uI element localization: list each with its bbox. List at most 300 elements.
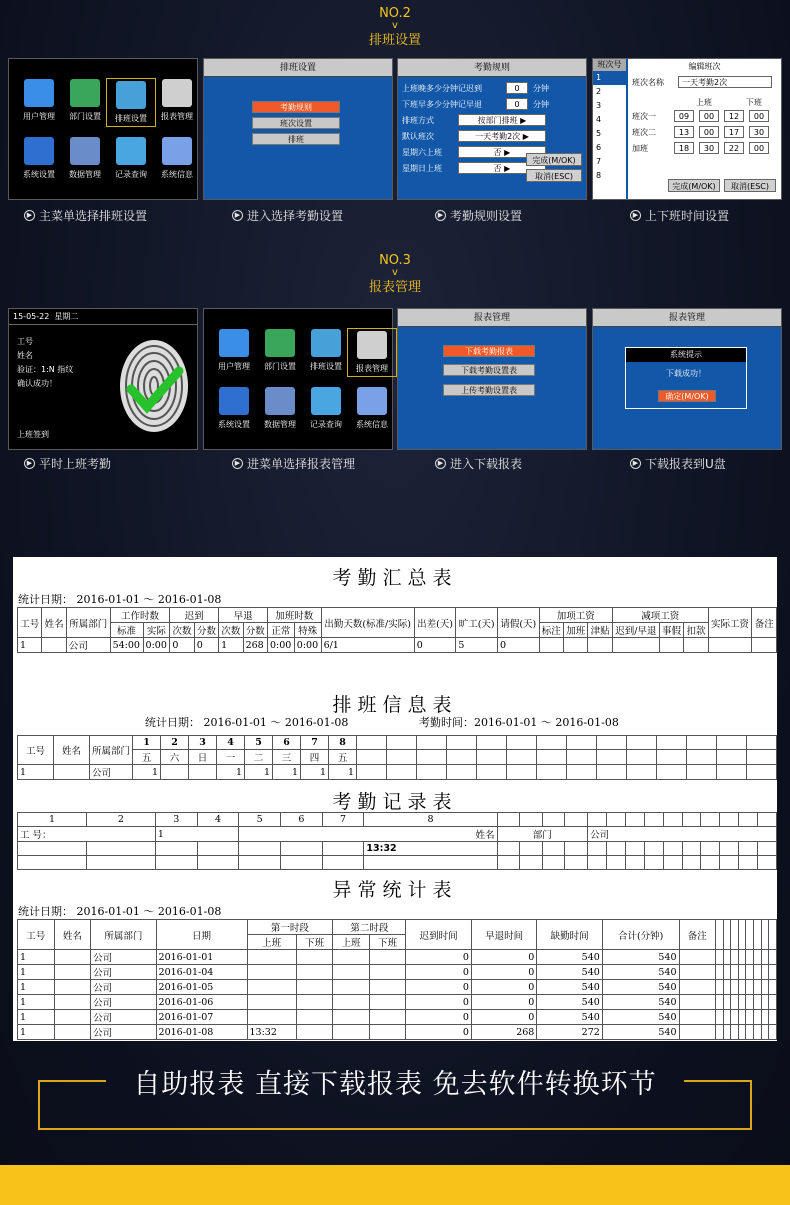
table-cell: 0: [406, 1025, 471, 1040]
table-cell: 次数: [219, 623, 243, 638]
table-cell: 54:00: [110, 638, 143, 653]
table-cell: 公司: [90, 765, 133, 780]
table-cell: [18, 856, 87, 870]
table-cell: [542, 856, 565, 870]
table-row: [18, 638, 777, 653]
table-cell: [565, 842, 588, 856]
table-cell: 事假: [659, 623, 683, 638]
table-cell: 540: [537, 995, 602, 1010]
table-cell: [86, 856, 155, 870]
exception-date-range: 统计日期： 2016-01-01 ～ 2016-01-08: [18, 905, 222, 918]
table-cell: [564, 638, 588, 653]
play-icon: ▶: [435, 210, 446, 221]
table-cell: 加项工资: [539, 608, 612, 623]
rule-unit: 分钟: [533, 100, 549, 109]
time-field[interactable]: 00: [699, 126, 719, 138]
table-cell: [416, 765, 446, 780]
rule-label: 下班早多少分钟记早退: [402, 100, 482, 109]
caption-text: 平时上班考勤: [39, 457, 112, 471]
table-cell: [746, 765, 776, 780]
table-cell: [387, 750, 417, 765]
table-cell: [644, 856, 663, 870]
shift-name-input[interactable]: 一天考勤2次: [678, 76, 772, 88]
table-cell: 下班: [296, 935, 333, 950]
table-cell: [738, 920, 746, 950]
table-cell: [723, 1025, 731, 1040]
menu-item-2[interactable]: [302, 329, 350, 372]
table-cell: [566, 750, 596, 765]
table-cell: [679, 980, 716, 995]
rule-label: 默认班次: [402, 132, 434, 141]
table-cell: [731, 980, 739, 995]
time-field[interactable]: 17: [724, 126, 744, 138]
table-cell: 0: [471, 1010, 536, 1025]
table-cell: 8: [364, 813, 497, 827]
caption-0: [24, 455, 111, 472]
shift-number[interactable]: 2: [596, 87, 602, 96]
table-cell: [155, 842, 197, 856]
table-cell: 3: [189, 736, 217, 750]
dialog-ok-button[interactable]: 确定(M/OK): [658, 390, 716, 402]
table-cell: [18, 842, 87, 856]
table-cell: 5: [456, 638, 498, 653]
user-icon: [219, 329, 249, 357]
table-cell: [54, 980, 91, 995]
menu-item-6[interactable]: [107, 137, 155, 180]
table-cell: 0: [471, 950, 536, 965]
table-cell: 日: [189, 750, 217, 765]
table-cell: 268: [243, 638, 267, 653]
table-cell: [322, 842, 364, 856]
table-cell: 出差(天): [414, 608, 456, 638]
menu-item-5[interactable]: [256, 387, 304, 430]
table-cell: 所属部门: [66, 608, 110, 638]
panel-title: 报表管理: [398, 309, 586, 327]
table-cell: 2016-01-06: [156, 995, 247, 1010]
table-cell: 下班: [369, 935, 406, 950]
table-row: [18, 1025, 777, 1040]
schedule-table: [17, 735, 777, 780]
menu-item-6[interactable]: [302, 387, 350, 430]
time-field[interactable]: 13: [674, 126, 694, 138]
table-cell: 日期: [156, 920, 247, 950]
table-cell: [720, 813, 739, 827]
menu-item-label: 报表管理: [161, 112, 193, 121]
shift-number[interactable]: 3: [596, 101, 602, 110]
table-cell: 备注: [679, 920, 716, 950]
table-cell: 0: [406, 950, 471, 965]
table-cell: [738, 980, 746, 995]
table-cell: 272: [537, 1025, 602, 1040]
table-cell: 实际: [143, 623, 170, 638]
rule-value[interactable]: 按部门排班 ▶: [458, 114, 546, 126]
table-cell: 第二时段: [333, 920, 406, 935]
section3-number: NO.3: [379, 253, 411, 268]
table-cell: 1: [155, 827, 238, 842]
table-cell: [723, 1010, 731, 1025]
rule-label: 星期六上班: [402, 148, 442, 157]
table-cell: [758, 856, 777, 870]
table-cell: 扣款: [684, 623, 708, 638]
summary-report-title: 考勤汇总表: [332, 567, 458, 589]
main-menu-panel-1: [8, 58, 198, 200]
time-field[interactable]: 30: [699, 142, 719, 154]
table-cell: [506, 736, 536, 750]
caption-2: [435, 207, 522, 224]
table-cell: [761, 980, 769, 995]
table-cell: [739, 856, 758, 870]
table-cell: [197, 856, 239, 870]
table-cell: [565, 856, 588, 870]
table-cell: [566, 736, 596, 750]
time-field[interactable]: 00: [749, 110, 769, 122]
table-cell: [769, 950, 777, 965]
table-cell: 3: [155, 813, 197, 827]
info-icon: [162, 137, 192, 165]
banner-title: 自助报表 直接下载报表 免去软件转换环节: [133, 1069, 657, 1100]
table-cell: [520, 813, 543, 827]
table-cell: [626, 750, 656, 765]
rule-value[interactable]: 0: [506, 82, 528, 94]
table-cell: [716, 980, 724, 995]
table-cell: [369, 1010, 406, 1025]
table-cell: [42, 638, 66, 653]
settings-icon: [219, 387, 249, 415]
table-cell: 2: [86, 813, 155, 827]
table-cell: [607, 856, 626, 870]
schedule-icon: [116, 81, 146, 109]
table-cell: [746, 1025, 754, 1040]
table-cell: 工号: [18, 920, 55, 950]
table-header-row: [18, 736, 777, 750]
table-cell: [746, 736, 776, 750]
table-cell: [296, 1025, 333, 1040]
play-icon: ▶: [24, 210, 35, 221]
table-cell: [723, 950, 731, 965]
upload-attendance-settings[interactable]: 上传考勤设置表: [443, 384, 535, 396]
table-cell: 268: [471, 1025, 536, 1040]
shift-row-label: 加班: [632, 144, 648, 153]
rule-value[interactable]: 0: [506, 98, 528, 110]
rule-value[interactable]: 否 ▶: [458, 146, 546, 158]
table-cell: [416, 750, 446, 765]
shift-number[interactable]: 4: [596, 115, 602, 124]
table-cell: 1: [18, 950, 55, 965]
table-cell: 4: [217, 736, 245, 750]
rule-label: 排班方式: [402, 116, 434, 125]
menu-item-1[interactable]: [61, 79, 109, 122]
panel-title: 考勤规则: [398, 59, 586, 77]
table-cell: [731, 995, 739, 1010]
shift-editor: [628, 59, 781, 199]
menu-item-3[interactable]: [348, 329, 396, 376]
table-cell: 4: [197, 813, 239, 827]
confirm-button[interactable]: 完成(M/OK): [526, 153, 582, 166]
table-cell: [387, 765, 417, 780]
table-cell: [446, 750, 476, 765]
table-row: [18, 980, 777, 995]
table-cell: [357, 750, 387, 765]
table-cell: 五: [329, 750, 357, 765]
table-cell: [369, 965, 406, 980]
shift-number-header: 班次号: [593, 59, 626, 71]
table-cell: 缺勤时间: [537, 920, 602, 950]
table-cell: [281, 842, 323, 856]
schedule-report-title: 排班信息表: [332, 694, 458, 716]
table-cell: [738, 995, 746, 1010]
cancel-button[interactable]: 取消(ESC): [526, 169, 582, 182]
table-cell: [754, 995, 762, 1010]
table-cell: [758, 813, 777, 827]
table-cell: 8: [329, 736, 357, 750]
shift-number[interactable]: 5: [596, 129, 602, 138]
table-cell: [296, 950, 333, 965]
settings-icon: [24, 137, 54, 165]
section2-number: NO.2: [379, 6, 411, 21]
table-cell: 0: [471, 980, 536, 995]
table-cell: 1: [18, 1025, 55, 1040]
table-cell: 二: [245, 750, 273, 765]
table-cell: 工号: [18, 736, 54, 765]
table-cell: [758, 842, 777, 856]
play-icon: ▶: [630, 458, 641, 469]
table-cell: 0: [414, 638, 456, 653]
table-cell: [716, 995, 724, 1010]
table-cell: 540: [602, 995, 679, 1010]
table-row: [18, 950, 777, 965]
edit-shift-panel: [592, 58, 782, 200]
table-cell: [247, 965, 296, 980]
table-cell: [539, 638, 563, 653]
table-cell: 出勤天数(标准/实际): [321, 608, 414, 638]
table-cell: 请假(天): [497, 608, 539, 638]
table-cell: 0: [471, 965, 536, 980]
table-cell: 上班: [247, 935, 296, 950]
shift-row-label: 班次二: [632, 128, 656, 137]
table-cell: 三: [273, 750, 301, 765]
table-cell: [588, 856, 607, 870]
table-cell: 540: [602, 1025, 679, 1040]
table-row: [18, 765, 777, 780]
table-cell: [542, 813, 565, 827]
table-cell: [333, 980, 370, 995]
menu-item-0[interactable]: [15, 79, 63, 122]
time-field[interactable]: 00: [749, 142, 769, 154]
table-cell: [754, 1025, 762, 1040]
table-cell: [369, 995, 406, 1010]
table-cell: [369, 1025, 406, 1040]
table-cell: [239, 842, 281, 856]
table-cell: [682, 856, 701, 870]
menu-item-7[interactable]: [153, 137, 201, 180]
on-duty-header: 上班: [696, 98, 712, 107]
table-cell: [607, 842, 626, 856]
section3-arrow: v: [392, 267, 398, 278]
table-cell: [761, 965, 769, 980]
table-cell: [679, 995, 716, 1010]
table-cell: [769, 1025, 777, 1040]
shift-number[interactable]: 8: [596, 171, 602, 180]
summary-table: [17, 607, 777, 653]
table-cell: 2016-01-05: [156, 980, 247, 995]
table-row: [18, 1010, 777, 1025]
table-cell: [476, 750, 506, 765]
table-cell: [716, 736, 746, 750]
table-cell: [387, 736, 417, 750]
table-cell: 早退: [219, 608, 268, 623]
table-cell: 实际工资: [708, 608, 752, 638]
table-cell: [506, 765, 536, 780]
table-cell: 540: [537, 1010, 602, 1025]
table-cell: 部门: [497, 827, 588, 842]
table-cell: 540: [602, 1010, 679, 1025]
menu-shift-settings[interactable]: 班次设置: [252, 117, 340, 129]
table-cell: [506, 750, 536, 765]
record-report-title: 考勤记录表: [332, 791, 458, 813]
table-cell: 五: [133, 750, 161, 765]
shift-number[interactable]: 6: [596, 143, 602, 152]
table-cell: 六: [161, 750, 189, 765]
time-field[interactable]: 00: [699, 110, 719, 122]
time-field[interactable]: 22: [724, 142, 744, 154]
shift-number[interactable]: 1: [593, 71, 626, 85]
table-cell: [663, 813, 682, 827]
table-cell: [746, 920, 754, 950]
menu-item-5[interactable]: [61, 137, 109, 180]
table-cell: [716, 750, 746, 765]
table-cell: [497, 813, 520, 827]
table-cell: 公司: [91, 950, 156, 965]
table-cell: 540: [537, 950, 602, 965]
table-row: [18, 842, 777, 856]
caption-text: 考勤规则设置: [450, 209, 523, 223]
play-icon: ▶: [232, 210, 243, 221]
table-cell: 1: [18, 965, 55, 980]
table-cell: [720, 842, 739, 856]
table-cell: 1: [133, 736, 161, 750]
menu-item-label: 部门设置: [264, 362, 296, 371]
time-field[interactable]: 09: [674, 110, 694, 122]
table-cell: 标准: [110, 623, 143, 638]
shift-number[interactable]: 7: [596, 157, 602, 166]
table-cell: 1: [329, 765, 357, 780]
table-cell: [754, 1010, 762, 1025]
table-cell: [239, 856, 281, 870]
rule-value[interactable]: 否 ▶: [458, 162, 546, 174]
table-cell: [497, 856, 520, 870]
menu-item-2[interactable]: [107, 79, 155, 126]
table-cell: 1: [18, 813, 87, 827]
menu-attendance-rules[interactable]: 考勤规则: [252, 101, 340, 113]
table-cell: [769, 920, 777, 950]
menu-item-label: 用户管理: [218, 362, 250, 371]
rule-label: 上班晚多少分钟记迟到: [402, 84, 482, 93]
caption-3: [630, 455, 726, 472]
check-in-status: 上班签到: [17, 430, 49, 439]
menu-item-4[interactable]: [210, 387, 258, 430]
table-cell: 上班: [333, 935, 370, 950]
caption-1: [232, 207, 343, 224]
download-attendance-report[interactable]: 下载考勤报表: [443, 345, 535, 357]
table-cell: 一: [217, 750, 245, 765]
table-cell: 0: [406, 980, 471, 995]
table-cell: 公司: [588, 827, 777, 842]
table-cell: [716, 965, 724, 980]
section2-heading: [0, 6, 790, 48]
table-cell: [364, 856, 497, 870]
table-row: [18, 965, 777, 980]
menu-item-label: 系统信息: [161, 170, 193, 179]
download-attendance-settings[interactable]: 下载考勤设置表: [443, 364, 535, 376]
database-icon: [70, 137, 100, 165]
table-cell: [625, 842, 644, 856]
table-cell: [54, 765, 90, 780]
table-cell: [596, 736, 626, 750]
shift-name-label: 班次名称: [632, 78, 664, 87]
table-cell: 工号: [18, 608, 42, 638]
caption-1: [232, 455, 355, 472]
rule-unit: 分钟: [533, 84, 549, 93]
table-cell: 合计(分钟): [602, 920, 679, 950]
cancel-button[interactable]: 取消(ESC): [724, 179, 776, 192]
table-cell: 1: [18, 638, 42, 653]
menu-item-label: 记录查询: [115, 170, 147, 179]
table-cell: [607, 813, 626, 827]
table-cell: [369, 950, 406, 965]
caption-text: 下载报表到U盘: [645, 457, 726, 471]
table-cell: [247, 950, 296, 965]
table-cell: 1: [217, 765, 245, 780]
table-cell: 540: [602, 980, 679, 995]
table-cell: [738, 950, 746, 965]
table-cell: 加班: [564, 623, 588, 638]
caption-text: 上下班时间设置: [645, 209, 730, 223]
menu-item-label: 系统设置: [218, 420, 250, 429]
user-icon: [24, 79, 54, 107]
info-icon: [357, 387, 387, 415]
menu-item-1[interactable]: [256, 329, 304, 372]
checkin-line: 验证：1:N 指纹: [17, 365, 74, 374]
table-cell: [761, 995, 769, 1010]
menu-scheduling[interactable]: 排班: [252, 133, 340, 145]
report-icon: [162, 79, 192, 107]
menu-item-7[interactable]: [348, 387, 396, 430]
menu-item-label: 系统信息: [356, 420, 388, 429]
table-cell: [476, 765, 506, 780]
table-cell: [716, 950, 724, 965]
table-cell: 6/1: [321, 638, 414, 653]
record-table: [17, 812, 777, 870]
time-field[interactable]: 30: [749, 126, 769, 138]
rule-value[interactable]: 一天考勤2次 ▶: [458, 130, 546, 142]
table-cell: 标注: [539, 623, 563, 638]
table-cell: [612, 638, 659, 653]
panel-title: 排班设置: [204, 59, 392, 77]
table-cell: 四: [301, 750, 329, 765]
table-cell: 迟到时间: [406, 920, 471, 950]
menu-item-3[interactable]: [153, 79, 201, 122]
time-field[interactable]: 18: [674, 142, 694, 154]
caption-0: [24, 207, 147, 224]
menu-item-4[interactable]: [15, 137, 63, 180]
confirm-button[interactable]: 完成(M/OK): [668, 179, 720, 192]
time-field[interactable]: 12: [724, 110, 744, 122]
table-cell: [416, 736, 446, 750]
play-icon: ▶: [630, 210, 641, 221]
menu-item-0[interactable]: [210, 329, 258, 372]
department-icon: [265, 329, 295, 357]
checkin-line: 姓名: [17, 351, 33, 360]
